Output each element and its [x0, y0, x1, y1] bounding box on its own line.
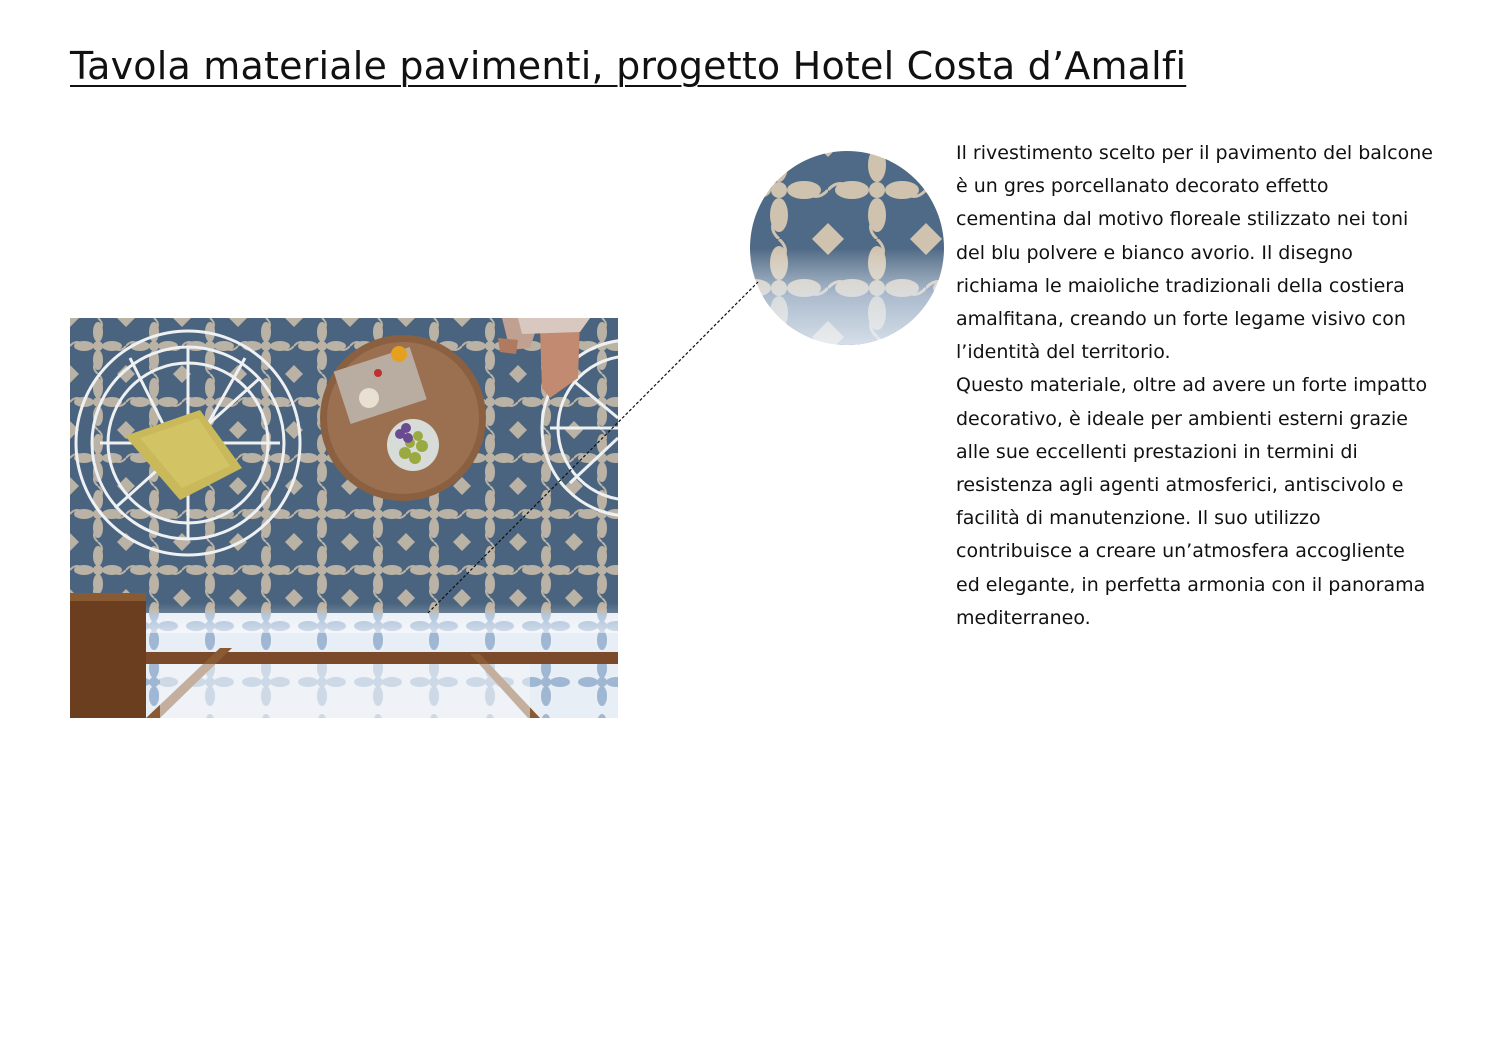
balcony-render-image — [70, 318, 618, 718]
description-paragraph-2: Questo materiale, oltre ad avere un forte impatto decorativo, è ideale per ambienti esterni grazie alle sue eccellenti prestazioni in termini di resistenza agli agenti atmosferici, antiscivolo e facilità di manutenzione. Il suo utilizzo contribuisce a creare un’atmosfera accogliente ed elegante, in perfetta armonia con il panorama mediterraneo. — [956, 374, 1428, 629]
page-title: Tavola materiale pavimenti, progetto Hotel Costa d’Amalfi — [70, 44, 1187, 88]
tile-detail-image — [750, 151, 944, 345]
description-paragraph-1: Il rivestimento scelto per il pavimento del balcone è un gres porcellanato decorato effetto cementina dal motivo floreale stilizzato nei toni del blu polvere e bianco avorio. Il disegno richiama le maioliche tradizionali della costiera amalfitana, creando un forte legame visivo con l’identità del territorio. — [956, 142, 1433, 364]
balcony-render-illustration — [70, 318, 618, 718]
tile-detail-illustration — [750, 151, 944, 345]
material-description — [956, 137, 1434, 635]
